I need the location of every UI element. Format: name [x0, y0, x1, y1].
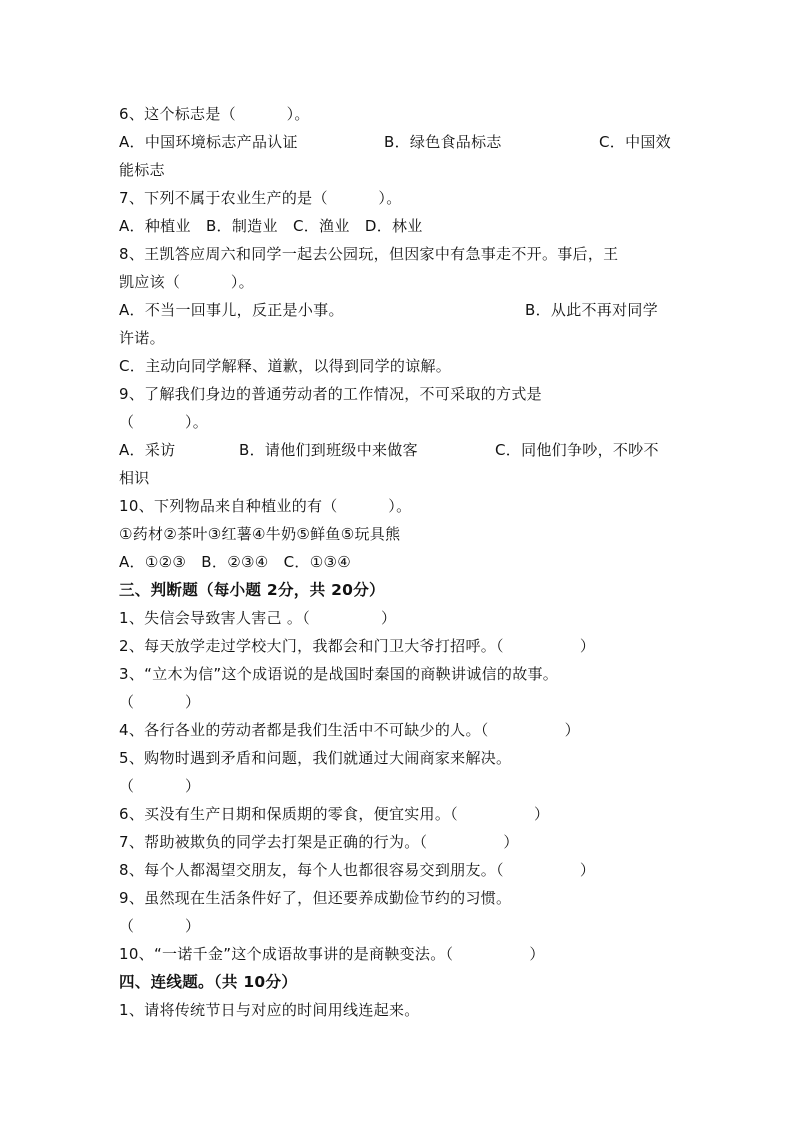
q8-option-c: C．主动向同学解释、道歉，以得到同学的谅解。 — [119, 357, 452, 375]
judge-item-3: 3、“立木为信”这个成语说的是战国时秦国的商鞅讲诚信的故事。 — [119, 665, 559, 683]
judge-item-6: 6、买没有生产日期和保质期的零食，便宜实用。（ ） — [119, 805, 550, 823]
q9-option-b: B．请他们到班级中来做客 — [239, 441, 418, 459]
judge-item-7: 7、帮助被欺负的同学去打架是正确的行为。（ ） — [119, 833, 519, 851]
q6-stem: 6、这个标志是（ ）。 — [119, 105, 310, 123]
judge-item-5-blank: （ ） — [119, 777, 201, 795]
q9-option-a: A．采访 — [119, 441, 176, 459]
section-3-title: 三、判断题（每小题 2分，共 20分） — [119, 581, 385, 599]
q7-stem: 7、下列不属于农业生产的是（ ）。 — [119, 189, 402, 207]
q7-options: A．种植业 B．制造业 C．渔业 D．林业 — [119, 217, 423, 235]
judge-item-5: 5、购物时遇到矛盾和问题，我们就通过大闹商家来解决。 — [119, 749, 512, 767]
judge-item-1: 1、失信会导致害人害己 。（ ） — [119, 609, 397, 627]
q8-stem: 8、王凯答应周六和同学一起去公园玩，但因家中有急事走不开。事后，王 — [119, 245, 619, 263]
q6-option-c-cont: 能标志 — [119, 161, 165, 179]
judge-item-4: 4、各行各业的劳动者都是我们生活中不可缺少的人。（ ） — [119, 721, 580, 739]
q8-stem-cont: 凯应该（ ）。 — [119, 273, 254, 291]
matching-question-1: 1、请将传统节日与对应的时间用线连起来。 — [119, 1001, 420, 1019]
q6-option-c: C．中国效 — [599, 133, 671, 151]
q9-stem: 9、了解我们身边的普通劳动者的工作情况，不可采取的方式是 — [119, 385, 542, 403]
judge-item-2: 2、每天放学走过学校大门，我都会和门卫大爷打招呼。（ ） — [119, 637, 596, 655]
judge-item-9-blank: （ ） — [119, 917, 201, 935]
q10-items: ①药材②茶叶③红薯④牛奶⑤鲜鱼⑤玩具熊 — [119, 525, 401, 543]
q6-option-b: B．绿色食品标志 — [384, 133, 502, 151]
q10-options: A．①②③ B．②③④ C．①③④ — [119, 553, 351, 571]
q8-option-b: B．从此不再对同学 — [525, 301, 658, 319]
q10-stem: 10、下列物品来自种植业的有（ ）。 — [119, 497, 412, 515]
q6-option-a: A．中国环境标志产品认证 — [119, 133, 298, 151]
judge-item-9: 9、虽然现在生活条件好了，但还要养成勤俭节约的习惯。 — [119, 889, 512, 907]
q8-option-a: A．不当一回事儿，反正是小事。 — [119, 301, 344, 319]
judge-item-3-blank: （ ） — [119, 693, 201, 711]
section-4-title: 四、连线题。（共 10分） — [119, 973, 298, 991]
q9-stem-cont: （ ）。 — [119, 413, 209, 431]
judge-item-8: 8、每个人都渴望交朋友，每个人也都很容易交到朋友。（ ） — [119, 861, 596, 879]
q9-option-c: C．同他们争吵，不吵不 — [495, 441, 659, 459]
q9-option-c-cont: 相识 — [119, 469, 150, 487]
judge-item-10: 10、“一诺千金”这个成语故事讲的是商鞅变法。（ ） — [119, 945, 545, 963]
q8-option-b-cont: 许诺。 — [119, 329, 165, 347]
